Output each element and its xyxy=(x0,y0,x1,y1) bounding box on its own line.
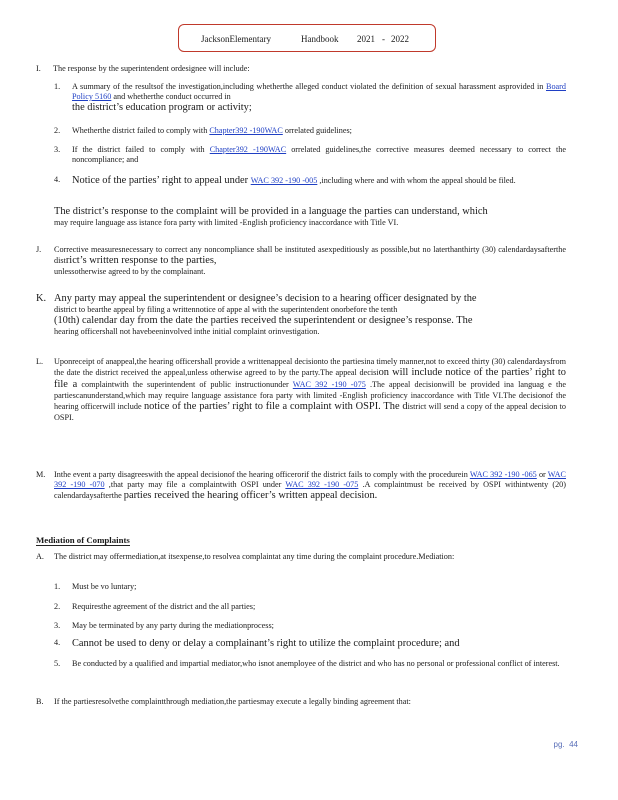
list-marker: 3. xyxy=(54,145,61,154)
list-marker: 3. xyxy=(54,621,61,630)
chapter-392-link[interactable]: Chapter392 -190WAC xyxy=(209,126,283,135)
list-item-text-large: Cannot be used to deny or delay a complainant’s right to utilize the complaint procedure; and xyxy=(72,638,460,649)
page-label: pg. xyxy=(553,740,565,749)
section-m-body: ,that party may file a complaintwith OSPI under xyxy=(104,480,286,489)
item-text: Whetherthe district failed to comply with xyxy=(72,126,210,135)
list-item-text xyxy=(72,82,566,114)
section-l-body: Uponreceipt of anappeal,the hearing officershall provide a writtenappeal decisionto the partiesina timely manner,not to exceed thirty (30) calendardaysfrom the date the district received the appeal,unless otherwise agreed to by the party.The appeal decisi xyxy=(54,357,566,377)
section-j-tail: unlessotherwise agreed to by the complainant. xyxy=(54,267,206,276)
header-year-end: 2022 xyxy=(391,34,409,44)
list-item-text: Must be vo luntary; xyxy=(72,582,137,591)
section-j-body: Corrective measuresnecessary to correct any noncompliance shall be instituted asexpeditiously as possible,but no laterthanthirty (30) calendardaysafterthe dist xyxy=(54,245,566,265)
section-l-body: .The appeal decisionwill be provided ina languag e the partiescanunderstand,which may require language assistance fora party with limited -English proficiency inaccordance with Title VI.The decisionof the hearing officerwill include xyxy=(54,380,566,411)
header-title: Handbook xyxy=(301,34,339,44)
page-number-value: 44 xyxy=(569,740,578,749)
list-item-text: Requiresthe agreement of the district and the all parties; xyxy=(72,602,256,611)
section-j-text xyxy=(54,245,566,277)
list-item-text xyxy=(72,126,566,136)
section-m-large: parties received the hearing officer’s written appeal decision. xyxy=(123,490,378,501)
section-k-tail: hearing officershall not havebeeninvolved inthe initial complaint orinvestigation. xyxy=(54,327,320,336)
section-i-intro: The response by the superintendent ordesignee will include: xyxy=(53,64,250,73)
section-m-body: or xyxy=(536,470,548,479)
section-l-body: complaintwith the superintendent of public instructionunder xyxy=(81,380,293,389)
item-text: ,including where and with whom the appeal should be filed. xyxy=(317,176,516,185)
item-text: orrelated guidelines,the corrective measures deemed necessary to correct the noncompliance; and xyxy=(72,145,566,164)
item-text-large: Notice of the parties’ right to appeal under xyxy=(72,175,251,186)
section-k-body: district to bearthe appeal by filing a writtennotice of appe al with the superintendent onorbefore the tenth xyxy=(54,305,398,314)
section-l-body: istrict will send a copy of the appeal decision to OSPI. xyxy=(54,402,567,422)
list-marker: 1. xyxy=(54,82,61,91)
section-k-large: (10th) calendar day from the date the parties received the superintendent or designee’s response. The xyxy=(54,315,473,326)
section-l-marker: L. xyxy=(36,357,44,366)
section-k-large: Any party may appeal the superintendent or designee’s decision to a hearing officer designated by the xyxy=(54,293,477,304)
header-year-start: 2021 xyxy=(357,34,375,44)
section-j-large: rict’s written response to the parties, xyxy=(65,255,217,266)
chapter-392-link[interactable]: Chapter392 -190WAC xyxy=(209,145,287,154)
mediation-b-text: If the partiesresolvethe complaintthrough mediation,the partiesmay execute a legally binding agreement that: xyxy=(54,697,411,706)
header-school: JacksonElementary xyxy=(201,34,271,44)
mediation-a-text: The district may offermediation,at itsexpense,to resolvea complaintat any time during the complaint procedure.Mediation: xyxy=(54,552,455,561)
section-m-text xyxy=(54,470,566,502)
list-item-text xyxy=(72,175,566,187)
list-marker: 2. xyxy=(54,126,61,135)
mediation-a-marker: A. xyxy=(36,552,44,561)
list-item-text: Be conducted by a qualified and impartial mediator,who isnot anemployee of the district and who has no personal or professional conflict of interest. xyxy=(72,659,560,668)
section-l-large: notice of the parties’ right to file a complaint with OSPI. The d xyxy=(143,401,408,412)
list-marker: 2. xyxy=(54,602,61,611)
page-number xyxy=(554,740,578,749)
list-marker: 1. xyxy=(54,582,61,591)
header-dash: - xyxy=(382,34,385,44)
list-item-text xyxy=(72,145,566,165)
section-l-text xyxy=(54,357,566,423)
item-text: and whetherthe conduct occurred in xyxy=(111,92,231,101)
list-marker: 5. xyxy=(54,659,61,668)
wac-075-link[interactable]: WAC 392 -190 -075 xyxy=(292,380,366,389)
mediation-heading-text: Mediation of Complaints xyxy=(36,535,130,545)
item-text-large: the district’s education program or activity; xyxy=(72,102,252,113)
section-j-marker: J. xyxy=(36,245,42,254)
section-k-marker: K. xyxy=(36,293,47,304)
mediation-b-marker: B. xyxy=(36,697,44,706)
wac-065-link[interactable]: WAC 392 -190 -065 xyxy=(469,470,537,479)
wac-005-link[interactable]: WAC 392 -190 -005 xyxy=(250,176,318,185)
wac-075-link[interactable]: WAC 392 -190 -075 xyxy=(285,480,359,489)
closing-text-small: may require language ass istance fora party with limited -English proficiency inaccordance with Title VI. xyxy=(54,218,399,227)
section-m-marker: M. xyxy=(36,470,46,479)
list-item-text: May be terminated by any party during the mediationprocess; xyxy=(72,621,274,630)
item-text: If the district failed to comply with xyxy=(72,145,210,154)
section-i-marker: I. xyxy=(36,64,41,73)
mediation-heading xyxy=(36,535,130,545)
wac-070-link[interactable]: WAC 392 -190 -070 xyxy=(54,470,566,489)
section-k-text xyxy=(54,293,566,337)
list-marker: 4. xyxy=(54,175,61,184)
closing-text-large: The district’s response to the complaint will be provided in a language the parties can understand, which xyxy=(54,206,488,217)
list-marker: 4. xyxy=(54,638,61,647)
closing-text xyxy=(54,206,566,228)
header-box xyxy=(178,24,436,52)
section-m-body: .A complaintmust be received by OSPI withintwenty (20) calendardaysafterthe xyxy=(54,480,567,500)
section-m-body: Inthe event a party disagreeswith the appeal decisionof the hearing officerorif the district fails to comply with the procedurein xyxy=(54,470,470,479)
item-text: orrelated guidelines; xyxy=(282,126,352,135)
section-l-large: on will include notice of the parties’ right to file a xyxy=(54,367,566,390)
board-policy-link[interactable]: Board Policy 5160 xyxy=(72,82,566,101)
item-text: A summary of the resultsof the investigation,including whetherthe alleged conduct violated the definition of sexual harassment asprovided in xyxy=(72,82,546,91)
